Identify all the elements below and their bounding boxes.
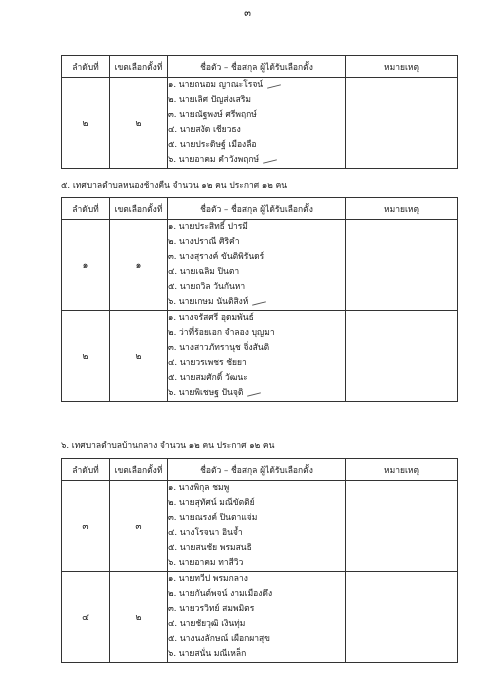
member-name: ๓. นายณัฐพงษ์ ศรีพฤกษ์ [168, 110, 257, 120]
member-name: ๕. นายสมศักดิ์ วัฒนะ [168, 373, 248, 383]
header-order: ลำดับที่ [62, 459, 110, 481]
member-name: ๑. นายถนอม ญาณะโรจน์ [168, 78, 345, 93]
table-row [62, 78, 458, 169]
note-cell [346, 311, 458, 402]
table-row [62, 311, 458, 402]
order-cell: ๔ [62, 572, 110, 663]
member-name: ๖. นายพิเชษฐ ปันจุติ [168, 386, 345, 401]
member-name: ๒. นายสุทัศน์ มณีขัตติย์ [168, 498, 255, 508]
checkmark-icon [267, 84, 281, 88]
checkmark-icon [252, 301, 266, 305]
header-order: ลำดับที่ [62, 198, 110, 220]
district-cell: ๑ [110, 220, 168, 311]
section-heading: ๖. เทศบาลตำบลบ้านกลาง จำนวน ๑๒ คน ประกาศ ๑๒ คน [61, 441, 275, 451]
table-row [62, 572, 458, 663]
table-header-row [62, 198, 458, 220]
member-name: ๓. นายวรวิทย์ สมพมิตร [168, 604, 255, 614]
page-number: ๓ [244, 8, 251, 19]
candidates-table-1 [61, 55, 458, 169]
header-note: หมายเหตุ [346, 56, 458, 78]
member-name: ๑. นางพิกุล ชมพู [168, 483, 230, 493]
member-name: ๔. นายสงัด เชียวธง [168, 125, 241, 135]
district-cell: ๒ [110, 78, 168, 169]
district-cell: ๒ [110, 311, 168, 402]
header-district: เขตเลือกตั้งที่ [110, 459, 168, 481]
note-cell [346, 78, 458, 169]
member-name: ๒. นายกันต์พจน์ งามเมืองดึง [168, 589, 273, 599]
member-name: ๕. นางนงลักษณ์ เผือกผาสุข [168, 634, 270, 644]
member-name: ๓. นายณรงค์ ปินตาแจ่ม [168, 513, 258, 523]
note-cell [346, 572, 458, 663]
header-district: เขตเลือกตั้งที่ [110, 56, 168, 78]
district-cell: ๓ [110, 481, 168, 572]
table-row [62, 481, 458, 572]
member-name: ๒. ว่าที่ร้อยเอก จำลอง บุญมา [168, 328, 275, 338]
header-note: หมายเหตุ [346, 459, 458, 481]
member-name: ๔. นายวรเพชร ชัยยา [168, 358, 247, 368]
checkmark-icon [263, 159, 277, 163]
member-name: ๕. นายสนชัย พรมสนธิ [168, 543, 252, 553]
member-name: ๒. นายเลิศ ปัญส่งเสริม [168, 95, 252, 105]
header-note: หมายเหตุ [346, 198, 458, 220]
candidates-table-3 [61, 458, 458, 663]
note-cell [346, 481, 458, 572]
names-cell [168, 481, 346, 572]
header-names: ชื่อตัว – ชื่อสกุล ผู้ได้รับเลือกตั้ง [168, 56, 346, 78]
member-name: ๖. นายอาคม ทาสีวิว [168, 558, 244, 568]
member-name: ๖. นายอาคม คำวังพฤกษ์ [168, 153, 345, 168]
member-name: ๒. นางปราณี ศิริคำ [168, 237, 240, 247]
table-row [62, 220, 458, 311]
member-name: ๖. นายสนั่น มณีเหล็ก [168, 649, 247, 659]
member-name: ๕. นายถวิล วันกันหา [168, 282, 246, 292]
member-name: ๔. นางโรจนา อินจ้ำ [168, 528, 243, 538]
member-name: ๓. นางสาวภัทรานุช จิ่งสันติ [168, 343, 270, 353]
member-name: ๕. นายประดิษฐ์ เมืองลือ [168, 140, 257, 150]
member-name: ๖. นายเกษม นันติสิงห์ [168, 295, 345, 310]
member-name: ๑. นายทวีป พรมกลาง [168, 574, 248, 584]
table-header-row [62, 56, 458, 78]
note-cell [346, 220, 458, 311]
order-cell: ๒ [62, 311, 110, 402]
checkmark-icon [247, 392, 261, 396]
member-name: ๑. นางจรัสศรี อุดมพันธ์ [168, 313, 254, 323]
order-cell: ๑ [62, 220, 110, 311]
names-cell [168, 220, 346, 311]
header-district: เขตเลือกตั้งที่ [110, 198, 168, 220]
names-cell [168, 572, 346, 663]
header-names: ชื่อตัว – ชื่อสกุล ผู้ได้รับเลือกตั้ง [168, 459, 346, 481]
section-heading: ๕. เทศบาลตำบลหนองช้างคืน จำนวน ๑๒ คน ประกาศ ๑๒ คน [61, 181, 288, 191]
member-name: ๔. นายชัยวุฒิ เงินทุ่ม [168, 619, 246, 629]
order-cell: ๓ [62, 481, 110, 572]
member-name: ๑. นายประสิทธิ์ ปารมี [168, 222, 248, 232]
names-cell [168, 78, 346, 169]
header-order: ลำดับที่ [62, 56, 110, 78]
names-cell [168, 311, 346, 402]
order-cell: ๒ [62, 78, 110, 169]
member-name: ๔. นายเฉลิม ปินตา [168, 267, 240, 277]
district-cell: ๒ [110, 572, 168, 663]
table-header-row [62, 459, 458, 481]
member-name: ๓. นางสุรางค์ ขันติพิรันดร์ [168, 252, 265, 262]
candidates-table-2 [61, 197, 458, 402]
header-names: ชื่อตัว – ชื่อสกุล ผู้ได้รับเลือกตั้ง [168, 198, 346, 220]
